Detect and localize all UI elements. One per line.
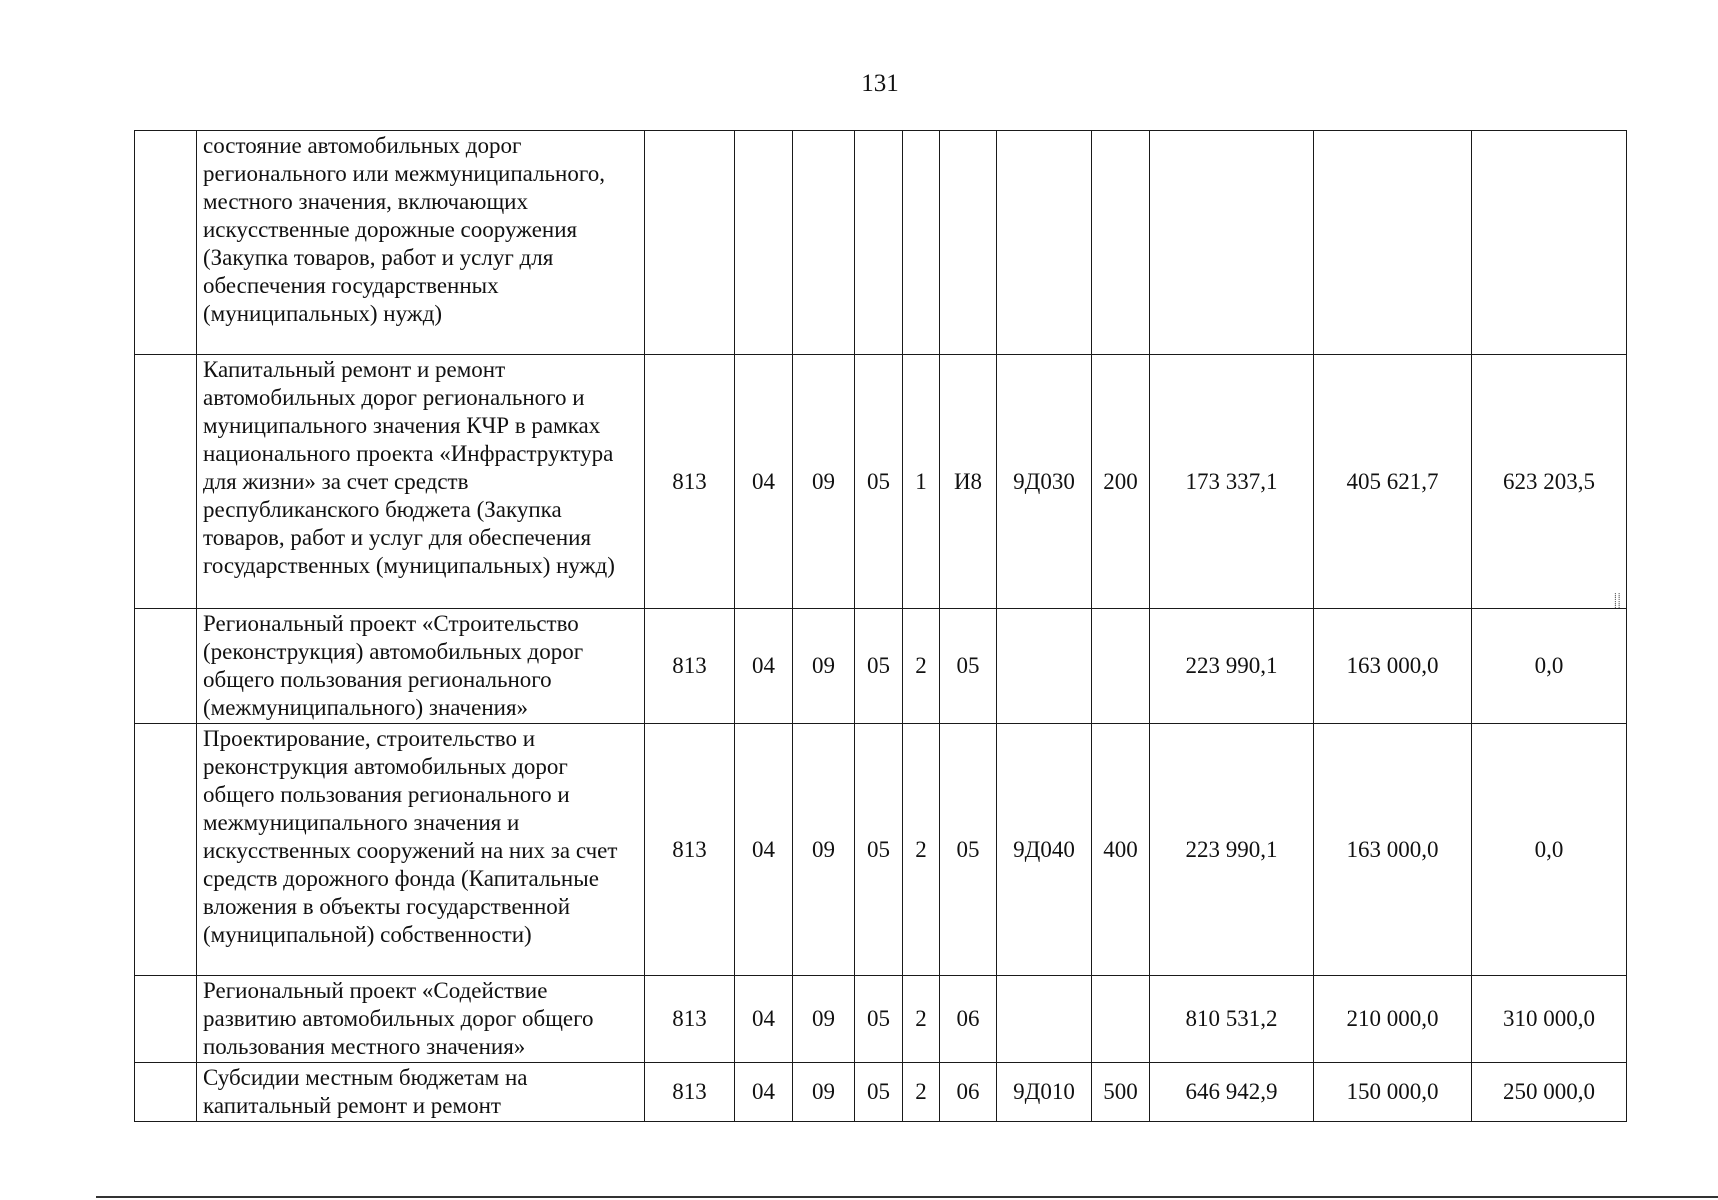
page-number: 131: [861, 70, 899, 97]
cell-c8: [1092, 131, 1150, 355]
cell-v1: [1150, 131, 1314, 355]
cell-c8: 200: [1092, 355, 1150, 609]
cell-v1: 223 990,1: [1150, 609, 1314, 724]
row-number-cell: [135, 1063, 197, 1122]
cell-c6: [940, 131, 997, 355]
table-row: [135, 976, 1627, 1063]
cell-c3: 09: [793, 976, 855, 1063]
cell-c4: 05: [855, 355, 903, 609]
cell-c7: [997, 609, 1092, 724]
description-cell: Субсидии местным бюджетам на капитальный ремонт и ремонт: [197, 1063, 645, 1122]
cell-v2: 163 000,0: [1314, 609, 1472, 724]
description-cell: состояние автомобильных дорог регионального или межмуниципального, местного значения, включающих искусственные дорожные сооружения (Закупка товаров, работ и услуг для обеспечения государственных (муниципальных) нужд): [197, 131, 645, 355]
cell-v1: 646 942,9: [1150, 1063, 1314, 1122]
cell-v2: 150 000,0: [1314, 1063, 1472, 1122]
table-row: [135, 724, 1627, 976]
cell-c5: 2: [903, 1063, 940, 1122]
cell-v3: [1472, 131, 1627, 355]
cell-c1: 813: [645, 609, 735, 724]
cell-c2: 04: [735, 355, 793, 609]
cell-c6: 06: [940, 976, 997, 1063]
table-row: [135, 1063, 1627, 1122]
row-number-cell: [135, 976, 197, 1063]
cell-c8: 500: [1092, 1063, 1150, 1122]
cell-c3: [793, 131, 855, 355]
cell-v3: 250 000,0: [1472, 1063, 1627, 1122]
cell-c3: 09: [793, 724, 855, 976]
cell-c3: 09: [793, 1063, 855, 1122]
cell-v1: 810 531,2: [1150, 976, 1314, 1063]
cell-c4: 05: [855, 724, 903, 976]
description-cell: Капитальный ремонт и ремонт автомобильных дорог регионального и муниципального значения КЧР в рамках национального проекта «Инфраструктура для жизни» за счет средств республиканского бюджета (Закупка товаров, работ и услуг для обеспечения государственных (муниципальных) нужд): [197, 355, 645, 609]
description-cell: Региональный проект «Содействие развитию автомобильных дорог общего пользования местного значения»: [197, 976, 645, 1063]
cell-v1: 223 990,1: [1150, 724, 1314, 976]
cell-c1: 813: [645, 1063, 735, 1122]
cell-c7: [997, 131, 1092, 355]
cell-c1: 813: [645, 976, 735, 1063]
cell-v2: 210 000,0: [1314, 976, 1472, 1063]
cell-c2: 04: [735, 976, 793, 1063]
row-number-cell: [135, 355, 197, 609]
cell-v2: 405 621,7: [1314, 355, 1472, 609]
cell-c7: 9Д040: [997, 724, 1092, 976]
scan-artifact: ⁞⁞ ⁞⁞: [1614, 592, 1622, 611]
cell-v3: 310 000,0: [1472, 976, 1627, 1063]
description-cell: Региональный проект «Строительство (реконструкция) автомобильных дорог общего пользования регионального (межмуниципального) значения»: [197, 609, 645, 724]
table-body: [135, 131, 1627, 1122]
cell-c4: 05: [855, 609, 903, 724]
row-number-cell: [135, 131, 197, 355]
cell-c5: 1: [903, 355, 940, 609]
cell-c1: 813: [645, 355, 735, 609]
cell-c2: 04: [735, 1063, 793, 1122]
cell-c8: 400: [1092, 724, 1150, 976]
cell-c6: 06: [940, 1063, 997, 1122]
cell-v3: 0,0: [1472, 609, 1627, 724]
cell-c8: [1092, 609, 1150, 724]
cell-c2: 04: [735, 724, 793, 976]
cell-c5: [903, 131, 940, 355]
cell-c2: 04: [735, 609, 793, 724]
cell-c1: 813: [645, 724, 735, 976]
cell-v1: 173 337,1: [1150, 355, 1314, 609]
description-cell: Проектирование, строительство и реконструкция автомобильных дорог общего пользования регионального и межмуниципального значения и искусственных сооружений на них за счет средств дорожного фонда (Капитальные вложения в объекты государственной (муниципальной) собственности): [197, 724, 645, 976]
cell-c4: 05: [855, 976, 903, 1063]
row-number-cell: [135, 724, 197, 976]
budget-table: [134, 130, 1627, 1122]
cell-c4: [855, 131, 903, 355]
bottom-rule: [96, 1196, 1718, 1198]
cell-c8: [1092, 976, 1150, 1063]
cell-c2: [735, 131, 793, 355]
row-number-cell: [135, 609, 197, 724]
cell-c6: И8: [940, 355, 997, 609]
cell-c7: [997, 976, 1092, 1063]
cell-c6: 05: [940, 724, 997, 976]
cell-v2: 163 000,0: [1314, 724, 1472, 976]
cell-v3: 0,0: [1472, 724, 1627, 976]
cell-v2: [1314, 131, 1472, 355]
table-row: [135, 355, 1627, 609]
cell-c1: [645, 131, 735, 355]
cell-c3: 09: [793, 609, 855, 724]
table-row: [135, 131, 1627, 355]
cell-v3: 623 203,5: [1472, 355, 1627, 609]
cell-c6: 05: [940, 609, 997, 724]
cell-c7: 9Д030: [997, 355, 1092, 609]
cell-c4: 05: [855, 1063, 903, 1122]
cell-c7: 9Д010: [997, 1063, 1092, 1122]
cell-c5: 2: [903, 609, 940, 724]
cell-c3: 09: [793, 355, 855, 609]
table-row: [135, 609, 1627, 724]
cell-c5: 2: [903, 724, 940, 976]
cell-c5: 2: [903, 976, 940, 1063]
